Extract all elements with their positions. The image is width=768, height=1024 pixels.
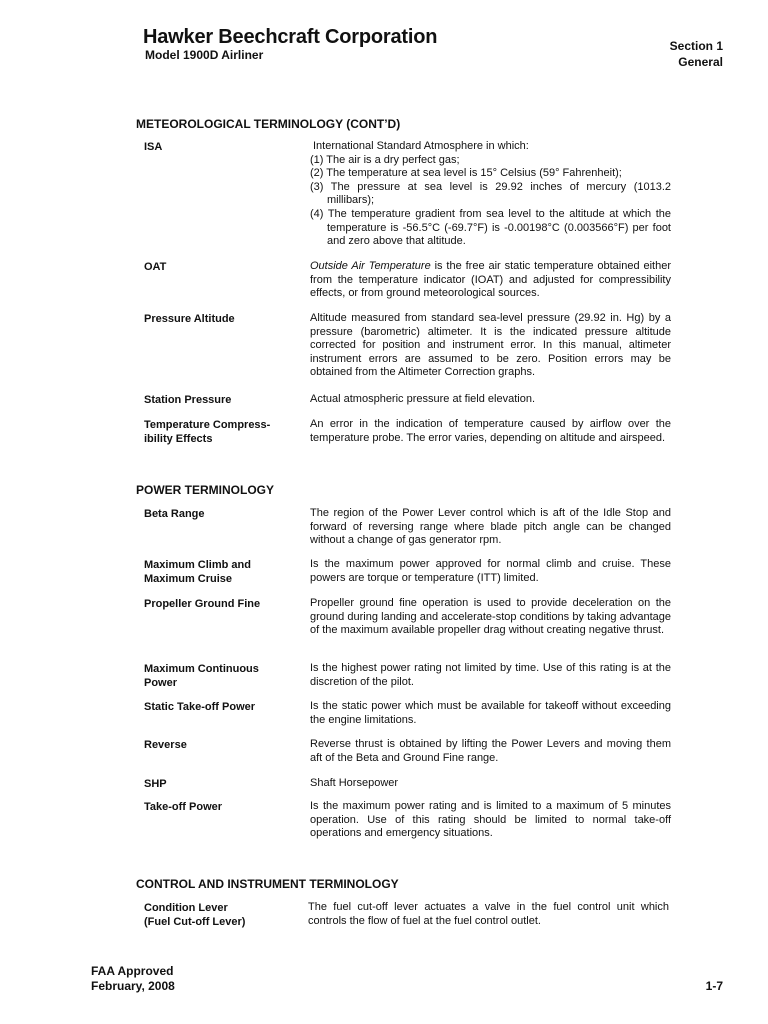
- isa-item: (4) The temperature gradient from sea level to the altitude at which the temperature is -56.5°C (-69.7°F) is -0.00198°C (0.003566°F) per foot and zero above that altitude.: [310, 207, 671, 248]
- definition-max-climb-cruise: Is the maximum power approved for normal climb and cruise. These powers are torque or temperature (ITT) limited.: [310, 558, 671, 584]
- isa-item: (3) The pressure at sea level is 29.92 inches of mercury (1013.2 millibars);: [310, 180, 671, 207]
- term-temperature-compressibility: Temperature Compress-ibility Effects: [144, 419, 271, 445]
- definition-takeoff-power: Is the maximum power rating and is limited to a maximum of 5 minutes operation. Use of this rating should be limited to normal take-off operations and emergency situations.: [310, 800, 671, 840]
- power-heading: POWER TERMINOLOGY: [136, 483, 274, 497]
- definition-isa: [310, 140, 671, 249]
- definition-beta-range: The region of the Power Lever control which is aft of the Idle Stop and forward of reversing range where blade pitch angle can be changed without a change of gas generator rpm.: [310, 507, 671, 547]
- page-number: 1-7: [705, 979, 723, 993]
- term-takeoff-power: Take-off Power: [144, 801, 223, 813]
- section-number: Section 1: [669, 39, 723, 53]
- section-title: General: [678, 55, 723, 69]
- model-name: Model 1900D Airliner: [145, 48, 264, 62]
- faa-approved: FAA Approved: [91, 964, 174, 978]
- definition-propeller-ground-fine: Propeller ground fine operation is used to provide deceleration on the ground during landing and accelerate-stop conditions by taking advantage of the maximum available propeller drag without creating negative thrust.: [310, 597, 671, 637]
- section-label: [670, 38, 723, 70]
- definition-pressure-altitude: Altitude measured from standard sea-level pressure (29.92 in. Hg) by a pressure (barometric) altimeter. It is the indicated pressure altitude corrected for position and instrument error. In this manual, altimeter instrument errors are assumed to be zero. Position errors may be obtained from the Altimeter Correction graphs.: [310, 312, 671, 379]
- isa-item: (1) The air is a dry perfect gas;: [310, 153, 460, 166]
- term-condition-lever-line2: (Fuel Cut-off Lever): [144, 916, 246, 928]
- oat-text: is the free air static temperature obtained either from the temperature indicator (IOAT) and adjusted for compressibility effects, or from ground meteorological sources.: [310, 260, 671, 300]
- isa-item: (2) The temperature at sea level is 15° Celsius (59° Fahrenheit);: [310, 167, 622, 180]
- meteorological-heading: METEOROLOGICAL TERMINOLOGY (CONT’D): [136, 117, 401, 131]
- term-pressure-altitude: Pressure Altitude: [144, 313, 235, 325]
- definition-shp: Shaft Horsepower: [310, 777, 399, 789]
- control-heading: CONTROL AND INSTRUMENT TERMINOLOGY: [136, 877, 399, 891]
- term-oat: OAT: [144, 261, 167, 273]
- isa-intro: International Standard Atmosphere in which:: [313, 140, 529, 152]
- term-isa: ISA: [144, 141, 163, 153]
- term-static-takeoff-power: Static Take-off Power: [144, 701, 256, 713]
- term-station-pressure: Station Pressure: [144, 394, 232, 406]
- term-shp: SHP: [144, 778, 167, 790]
- term-reverse: Reverse: [144, 739, 187, 751]
- term-max-continuous-power: Maximum Continuous Power: [144, 663, 259, 689]
- definition-temperature-compressibility: An error in the indication of temperature caused by airflow over the temperature probe. The error varies, depending on altitude and airspeed.: [310, 418, 671, 444]
- footer-date: February, 2008: [91, 979, 175, 993]
- term-max-climb-cruise: Maximum Climb and Maximum Cruise: [144, 559, 251, 585]
- definition-condition-lever: The fuel cut-off lever actuates a valve in the fuel control unit which controls the flow of fuel at the fuel control outlet.: [308, 901, 669, 927]
- term-propeller-ground-fine: Propeller Ground Fine: [144, 598, 261, 610]
- oat-emphasis: Outside Air Temperature: [310, 260, 431, 272]
- definition-max-continuous-power: Is the highest power rating not limited by time. Use of this rating is at the discretion of the pilot.: [310, 662, 671, 688]
- definition-reverse: Reverse thrust is obtained by lifting the Power Levers and moving them aft of the Beta and Ground Fine range.: [310, 738, 671, 764]
- definition-oat: [310, 260, 671, 301]
- term-condition-lever-line1: Condition Lever: [144, 902, 228, 914]
- company-name: Hawker Beechcraft Corporation: [143, 26, 438, 48]
- definition-static-takeoff-power: Is the static power which must be available for takeoff without exceeding the engine limitations.: [310, 700, 671, 726]
- footer-approval: [91, 964, 175, 994]
- term-beta-range: Beta Range: [144, 508, 205, 520]
- definition-station-pressure: Actual atmospheric pressure at field elevation.: [310, 393, 536, 405]
- term-condition-lever: [144, 901, 294, 929]
